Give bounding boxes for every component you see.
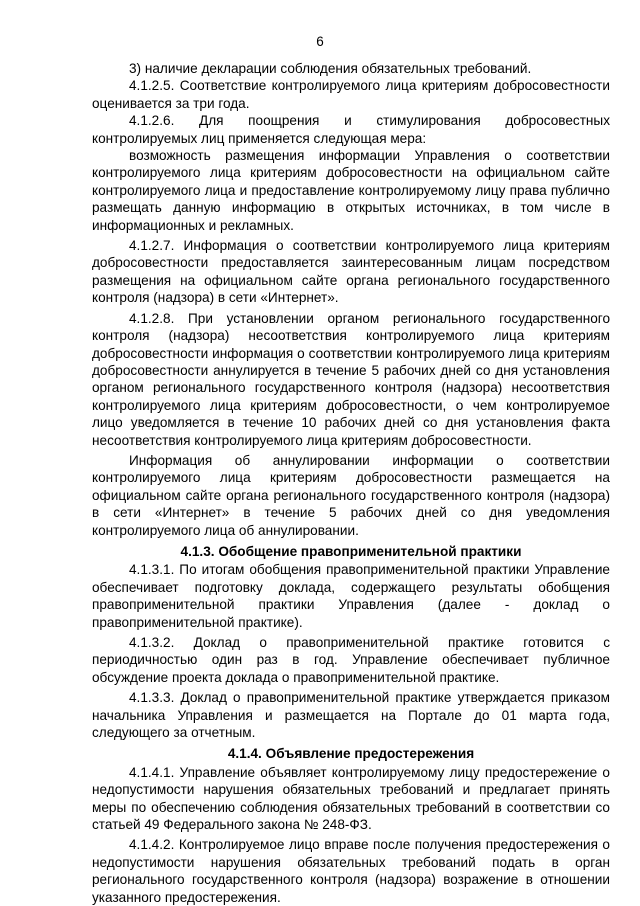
paragraph: Информация об аннулировании информации о соответствии контролируемого лица критериям добросовестности размещается на официальном сайте органа регионального государственного контроля (надзора) в сети «Интернет» в течение 5 рабочих дней со дня уведомления контролируемого лица об аннулировании. — [92, 452, 610, 538]
paragraph: 4.1.4.2. Контролируемое лицо вправе после получения предостережения о недопустимости нарушения обязательных требований подать в орган регионального государственного контроля (надзора) возражение в отношении указанного предостережения. — [92, 837, 610, 905]
paragraph: 4.1.3.3. Доклад о правоприменительной практике утверждается приказом начальника Управления и размещается на Портале до 01 марта года, следующего за отчетным. — [92, 690, 610, 741]
paragraph: 4.1.3.2. Доклад о правоприменительной практике готовится с периодичностью один раз в год. Управление обеспечивает публичное обсуждение проекта доклада о правоприменительной практике. — [92, 635, 610, 685]
paragraph: 4.1.2.7. Информация о соответствии контролируемого лица критериям добросовестности предоставляется заинтересованным лицам посредством размещения на официальном сайте органа регионального государственного контроля (надзора) в сети «Интернет». — [92, 238, 610, 306]
document-body — [92, 60, 610, 906]
paragraph: 4.1.4.1. Управление объявляет контролируемому лицу предостережение о недопустимости нарушения обязательных требований и предлагает принять меры по обеспечению соблюдения обязательных требований в соответствии со статьей 49 Федерального закона № 248-ФЗ. — [92, 764, 610, 833]
paragraph: 3) наличие декларации соблюдения обязательных требований. — [129, 61, 532, 76]
paragraph: 4.1.2.8. При установлении органом регионального государственного контроля (надзора) несоответствия контролируемого лица критериям добросовестности информация о соответствии контролируемого лица критериям добросовестности аннулируется в течение 5 рабочих дней со дня установления органом регионального государственного контроля (надзора) несоответствия контролируемого лица критериям добросовестности, о чем контролируемое лицо уведомляется в течение 10 рабочих дней со дня установления факта несоответствия контролируемого лица критериям добросовестности. — [92, 310, 610, 448]
paragraph: 4.1.2.5. Соответствие контролируемого лица критериям добросовестности оценивается за три года. — [92, 78, 610, 111]
paragraph: возможность размещения информации Управления о соответствии контролируемого лица критериям добросовестности на официальном сайте контролируемого лица и предоставление контролируемому лицу права публично размещать данную информацию в открытых источниках, в том числе в информационных и рекламных. — [92, 148, 610, 233]
page-number: 6 — [316, 34, 324, 49]
section-heading-4-1-3: 4.1.3. Обобщение правоприменительной практики — [180, 543, 522, 559]
paragraph: 4.1.3.1. По итогам обобщения правоприменительной практики Управление обеспечивает подготовку доклада, содержащего результаты обобщения правоприменительной практики Управления (далее - доклад о правоприменительной практике). — [92, 562, 610, 630]
section-heading-4-1-4: 4.1.4. Объявление предостережения — [227, 746, 475, 762]
paragraph: 4.1.2.6. Для поощрения и стимулирования добросовестных контролируемых лиц применяется следующая мера: — [92, 113, 610, 146]
